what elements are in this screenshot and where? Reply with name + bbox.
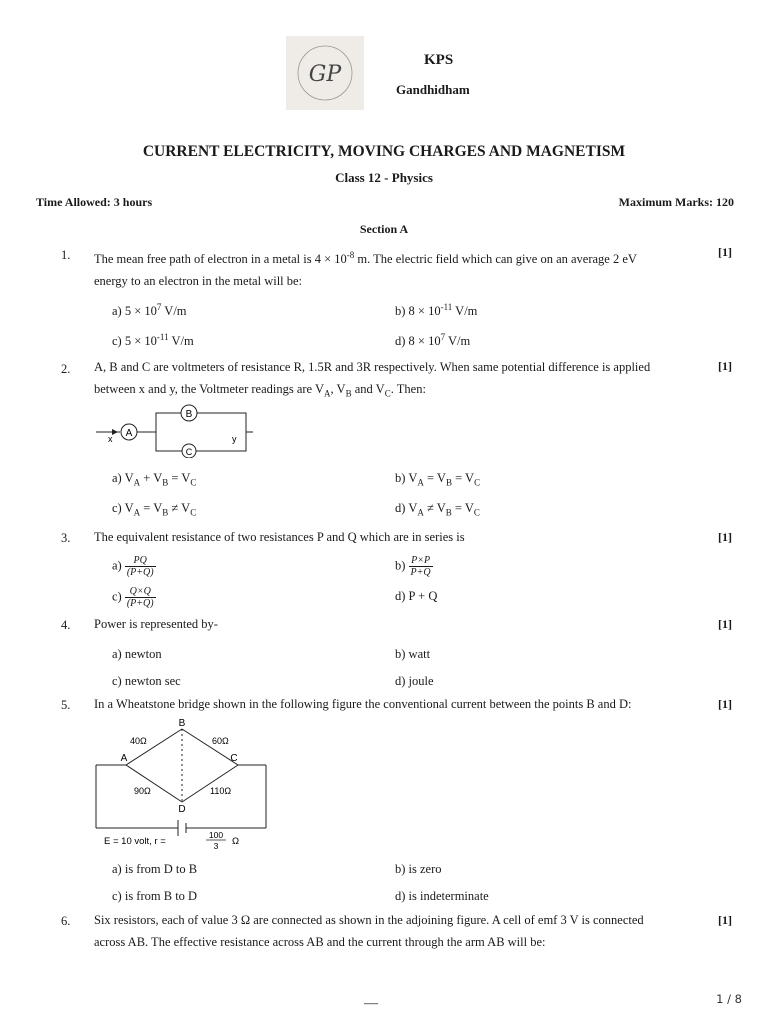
q4-option-a[interactable]: a) newton [112, 647, 162, 661]
q3-option-d[interactable]: d) P + Q [395, 589, 438, 603]
resistor-ab-label: 40Ω [130, 736, 147, 746]
logo-mark-icon [286, 36, 364, 110]
resistor-bc-label: 60Ω [212, 736, 229, 746]
question-1-number: 1. [61, 248, 71, 262]
node-d-label: D [178, 804, 186, 815]
voltmeter-circuit-figure [94, 402, 254, 458]
q2-option-d[interactable]: d) $V_A \ne V_B = V_C$ [395, 501, 480, 518]
question-6-number: 6. [61, 914, 71, 928]
logo-text: GP [308, 62, 342, 87]
q5-option-c[interactable]: c) is from B to D [112, 889, 198, 903]
q4-option-b[interactable]: b) watt [395, 647, 431, 661]
resistor-dc-label: 110Ω [210, 786, 232, 796]
question-6-marks: [1] [718, 913, 732, 927]
q1-option-d[interactable]: d) $8 \times 10^7$ V/m [395, 332, 471, 349]
school-city: Gandhidham [396, 82, 470, 97]
q4-option-c[interactable]: c) newton sec [112, 674, 181, 688]
question-3-number: 3. [61, 531, 71, 545]
voltmeter-a-label: A [125, 428, 133, 439]
q5-option-a[interactable]: a) is from D to B [112, 862, 198, 876]
question-3-marks: [1] [718, 530, 732, 544]
page-number: 1 / 8 [716, 992, 742, 1006]
question-2-text: A, B and C are voltmeters of resistance R, 1.5R and 3R respectively. When same potential difference is applied between x and y, the Voltmeter readings are $V_A$, $V_B$ and $V_C$. Then: [94, 360, 651, 399]
question-4-number: 4. [61, 618, 71, 632]
point-y-label: y [232, 434, 237, 444]
school-name: KPS [424, 52, 454, 68]
time-allowed: Time Allowed: 3 hours [36, 195, 153, 209]
q2-option-b[interactable]: b) $V_A = V_B = V_C$ [395, 471, 481, 488]
internal-resistance-denominator: 3 [213, 841, 219, 851]
internal-resistance-unit: Ω [232, 836, 240, 847]
point-x-label: x [108, 434, 113, 444]
node-a-label: A [120, 753, 128, 764]
voltmeter-b-label: B [185, 409, 193, 420]
node-c-label: C [230, 753, 238, 764]
voltmeter-c-label: C [185, 447, 193, 457]
q2-option-a[interactable]: a) $V_A + V_B = V_C$ [112, 471, 197, 488]
wheatstone-bridge-figure [94, 716, 270, 854]
node-b-label: B [178, 718, 186, 729]
paper-class: Class 12 - Physics [335, 170, 433, 185]
q3-option-b[interactable]: b) $\frac{P\times P}{P+Q}$ [395, 555, 431, 578]
max-marks: Maximum Marks: 120 [618, 195, 734, 209]
question-1-text: The mean free path of electron in a metal is $4 \times 10^{-8}$ m. The electric field which can give on an average 2 eV energy to an electron in the metal will be: [94, 250, 637, 289]
resistor-ad-label: 90Ω [134, 786, 151, 796]
q1-option-a[interactable]: a) $5 \times 10^7$ V/m [112, 302, 187, 319]
question-5-number: 5. [61, 698, 71, 712]
question-3-text: The equivalent resistance of two resistances P and Q which are in series is [94, 530, 465, 544]
question-4-text: Power is represented by- [94, 617, 218, 631]
question-6-text: Six resistors, each of value 3 Ω are connected as shown in the adjoining figure. A cell of emf 3 V is connected across AB. The effective resistance across AB and the current through the arm AB will be: [94, 913, 644, 949]
q2-option-c[interactable]: c) $V_A = V_B \ne V_C$ [112, 501, 197, 518]
q5-option-b[interactable]: b) is zero [395, 862, 442, 876]
q3-option-c[interactable]: c) $\frac{Q\times Q}{(P+Q)}$ [112, 586, 154, 609]
internal-resistance-numerator: 100 [208, 830, 224, 840]
q1-option-b[interactable]: b) $8 \times 10^{-11}$ V/m [395, 302, 478, 319]
logo [286, 36, 364, 110]
question-2-number: 2. [61, 362, 71, 376]
question-5-text: In a Wheatstone bridge shown in the following figure the conventional current between the points B and D: [94, 697, 632, 711]
section-heading: Section A [359, 222, 409, 236]
q1-option-c[interactable]: c) $5 \times 10^{-11}$ V/m [112, 332, 194, 349]
paper-title: CURRENT ELECTRICITY, MOVING CHARGES AND MAGNETISM [142, 143, 626, 160]
emf-label: E = 10 volt, r = [104, 836, 166, 847]
question-2-marks: [1] [718, 359, 732, 373]
q3-option-a[interactable]: a) $\frac{PQ}{(P+Q)}$ [112, 555, 154, 578]
q4-option-d[interactable]: d) joule [395, 674, 434, 688]
question-4-marks: [1] [718, 617, 732, 631]
footer-dash: — [364, 996, 378, 1011]
question-5-marks: [1] [718, 697, 732, 711]
q5-option-d[interactable]: d) is indeterminate [395, 889, 489, 903]
question-1-marks: [1] [718, 245, 732, 259]
